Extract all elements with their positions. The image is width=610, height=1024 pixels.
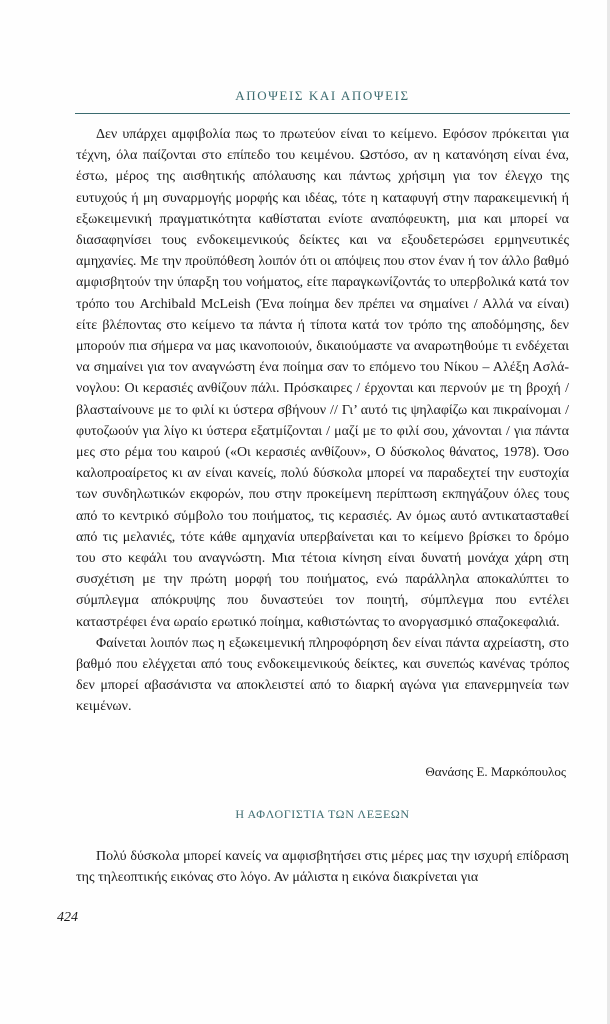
running-head: ΑΠΟΨΕΙΣ ΚΑΙ ΑΠΟΨΕΙΣ [235,88,410,103]
section-title: Η ΑΦΛΟΓΙΣΤΙΑ ΤΩΝ ΛΕΞΕΩΝ [235,807,410,821]
page-number: 424 [57,910,78,925]
article-body [76,124,569,718]
header-rule [75,113,570,114]
article-paragraph-2: Φαίνεται λοιπόν πως η εξωκειμενική πληροφόρηση δεν είναι πάντα αχρείαστη, στο βαθμό που ελέγχεται από τους ενδοκειμενικούς δείκτες, και συνεπώς κανένας τρόπος δεν μπορεί αβασάνιστα να αποκλειστεί από το διαρκή αγώνα για επανερμηνεία των κειμένων. [76,635,569,715]
author-signature: Θανάσης Ε. Μαρκόπουλος [425,764,566,779]
article-paragraph-1: Δεν υπάρχει αμφιβολία πως το πρωτεύον είναι το κείμενο. Εφόσον πρόκειται για τέχνη, όλα παίζονται στο επίπεδο του κειμένου. Ωστόσο, αν η κατανόηση είναι ένα, έστω, μέρος της αισθητικής απόλαυσης και πάντως χρήσιμη για τον έλεγχο της ευτυχούς ή μη συναρμογής μορφής και ιδέας, τότε η καταφυγή στην παρακειμενική ή εξωκειμενική πραγματικότητα καθίσταται ενίοτε αναπόφευκτη, μια και μπορεί να διασαφηνίσει τους ενδοκειμενικούς δείκτες και να εξουδετερώσει ερμηνευτικές αμηχανίες. Με την προϋπόθεση λοιπόν ότι οι απόψεις που στον έναν ή τον άλλο βαθμό αμφισβητούν την ύπαρξη του νοήματος, είτε παραγκωνίζοντάς το υπερβολικά κατά τον τρόπο του Archibald McLeish (Ένα ποίημα δεν πρέπει να σημαίνει / Αλλά να είναι) είτε βλέποντας στο κείμενο τα πάντα ή τίποτα κατά τον τρόπο της αποδόμησης, δεν μπορούν πια σήμερα να μας ικανοποιούν, δικαιούμαστε να αναρωτηθούμε τι ενδέχεται να σημαίνει για τον αναγνώστη ένα ποίημα σαν το επόμενο του Νίκου – Αλέξη Ασλάνογλου: Οι κερασιές ανθίζουν πάλι. Πρόσκαιρες / έρχονται και περνούν με τη βροχή / βλασταίνουνε με το φιλί κι ύστερα σβήνουν // Γι’ αυτό τις ψηλαφίζω και πικραίνομαι / φυτοζωούν για λίγο κι ύστερα εξατμίζονται / μαζί με το φιλί σου, χάνονται / για πάντα μες στο ρέμα του καιρού («Οι κερασιές ανθίζουν», Ο δύσκολος θάνατος, 1978). Όσο καλοπροαίρετος κι αν είναι κανείς, πολύ δύσκολα μπορεί να παραδεχτεί την ευστοχία των συνδηλωτικών εκφορών, που στην προκείμενη περίπτωση εκπηγάζουν όλες τους από το κεντρικό σύμβολο του ποιήματος, τις κερασιές. Αν όμως αυτό αντικατασταθεί από τις μελανιές, τότε κάθε αμηχανία υπερβαίνεται και το κείμενο βρίσκει το δρόμο του στο κεφάλι του αναγνώστη. Μια τέτοια κίνηση είναι δυνατή μονάχα χάρη στη συσχέτιση με την πρώτη μορφή του ποιήματος, ενώ παράλληλα αποκαλύπτει το σύμπλεγμα απόκρυψης που δυναστεύει τον ποιητή, σύμπλεγμα που εντέλει καταστρέφει ένα ωραίο ερωτικό ποίημα, καθιστώντας το ανοργασμικό σπαζοκεφαλιά. [76,127,569,630]
second-article-body [76,846,569,888]
second-article-paragraph: Πολύ δύσκολα μπορεί κανείς να αμφισβητήσει στις μέρες μας την ισχυρή επίδραση της τηλεοπτικής εικόνας στο λόγο. Αν μάλιστα η εικόνα διακρίνεται για [76,849,569,886]
